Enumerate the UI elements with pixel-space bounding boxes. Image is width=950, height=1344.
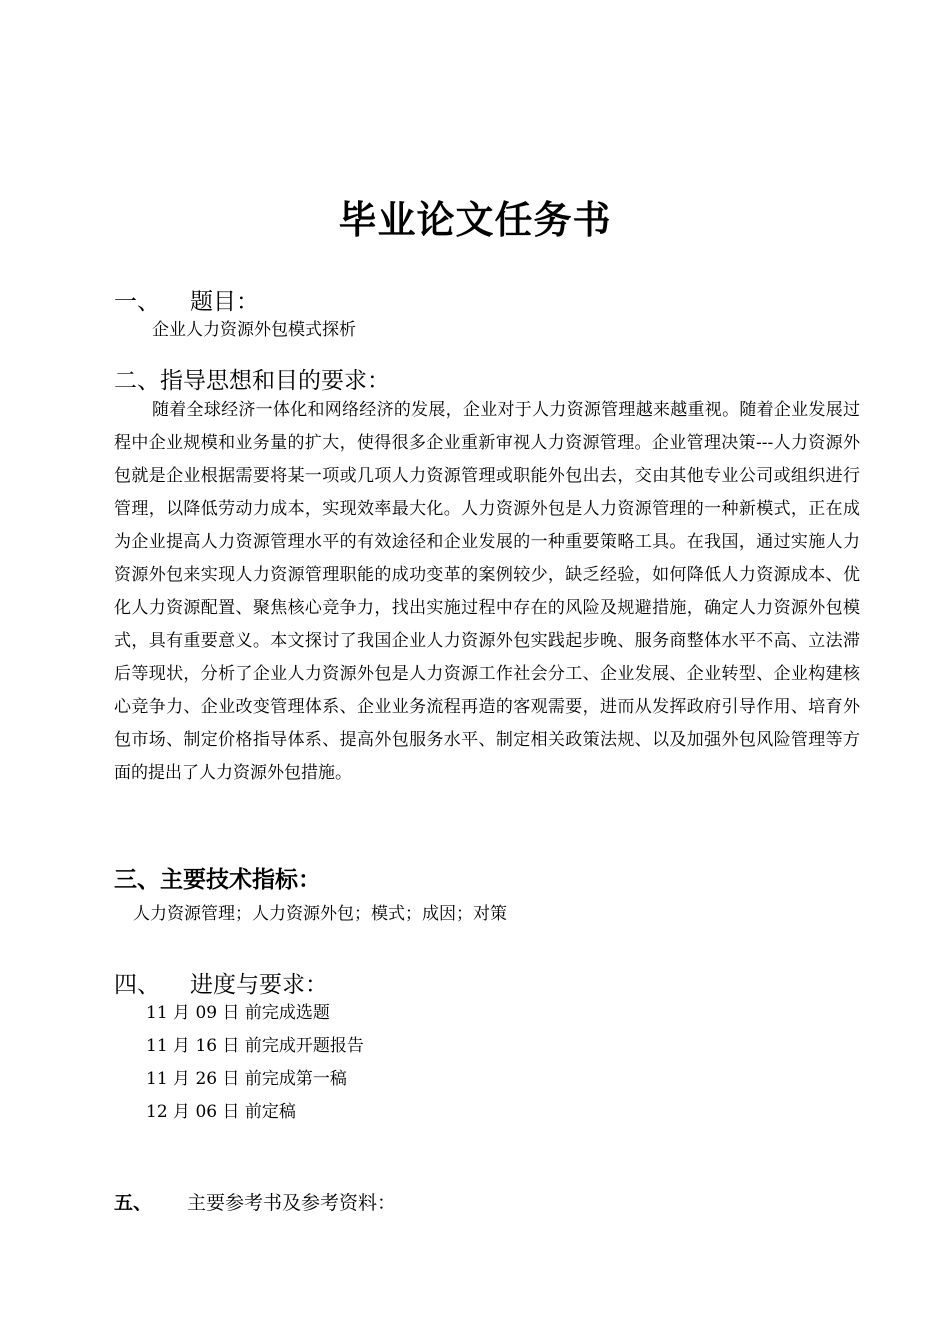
keywords-line: 人力资源管理；人力资源外包；模式；成因；对策 (133, 904, 507, 924)
schedule-item: 11 月 26 日 前完成第一稿 (146, 1069, 347, 1089)
guiding-ideas-paragraph: 随着全球经济一体化和网络经济的发展，企业对于人力资源管理越来越重视。随着企业发展过程中企业规模和业务量的扩大，使得很多企业重新审视人力资源管理。企业管理决策---人力资源外包就是企业根据需要将某一项或几项人力资源管理或职能外包出去，交由其他专业公司或组织进行管理，以降低劳动力成本，实现效率最大化。人力资源外包是人力资源管理的一种新模式，正在成为企业提高人力资源管理水平的有效途径和企业发展的一种重要策略工具。在我国，通过实施人力资源外包来实现人力资源管理职能的成功变革的案例较少，缺乏经验，如何降低人力资源成本、优化人力资源配置、聚焦核心竞争力，找出实施过程中存在的风险及规避措施，确定人力资源外包模式，具有重要意义。本文探讨了我国企业人力资源外包实践起步晚、服务商整体水平不高、立法滞后等现状，分析了企业人力资源外包是人力资源工作社会分工、企业发展、企业转型、企业构建核心竞争力、企业改变管理体系、企业业务流程再造的客观需要，进而从发挥政府引导作用、培育外包市场、制定价格指导体系、提高外包服务水平、制定相关政策法规、以及加强外包风险管理等方面的提出了人力资源外包措施。 (114, 400, 860, 783)
section-3-title: 主要技术指标： (160, 867, 321, 893)
schedule-item: 11 月 09 日 前完成选题 (146, 1003, 330, 1023)
section-5-heading (114, 1188, 396, 1218)
section-4-title: 进度与要求： (190, 972, 328, 998)
schedule-item: 12 月 06 日 前定稿 (146, 1102, 296, 1122)
section-2-title: 指导思想和目的要求： (160, 368, 390, 394)
section-4-number: 四、 (114, 972, 160, 998)
section-1-title: 题目： (190, 289, 259, 315)
section-2-heading (114, 366, 390, 396)
section-5-title: 主要参考书及参考资料： (187, 1192, 397, 1214)
section-2-number: 二、 (114, 368, 160, 394)
section-1-heading (114, 287, 259, 317)
page-title: 毕业论文任务书 (338, 198, 612, 242)
section-3-number: 三、 (114, 867, 160, 893)
section-5-number: 五、 (114, 1192, 153, 1214)
section-4-heading (114, 970, 328, 1000)
schedule-item: 11 月 16 日 前完成开题报告 (146, 1036, 364, 1056)
section-3-heading (114, 865, 321, 895)
section-1-number: 一、 (114, 289, 160, 315)
schedule-list (146, 997, 364, 1129)
thesis-topic: 企业人力资源外包模式探析 (152, 320, 356, 340)
